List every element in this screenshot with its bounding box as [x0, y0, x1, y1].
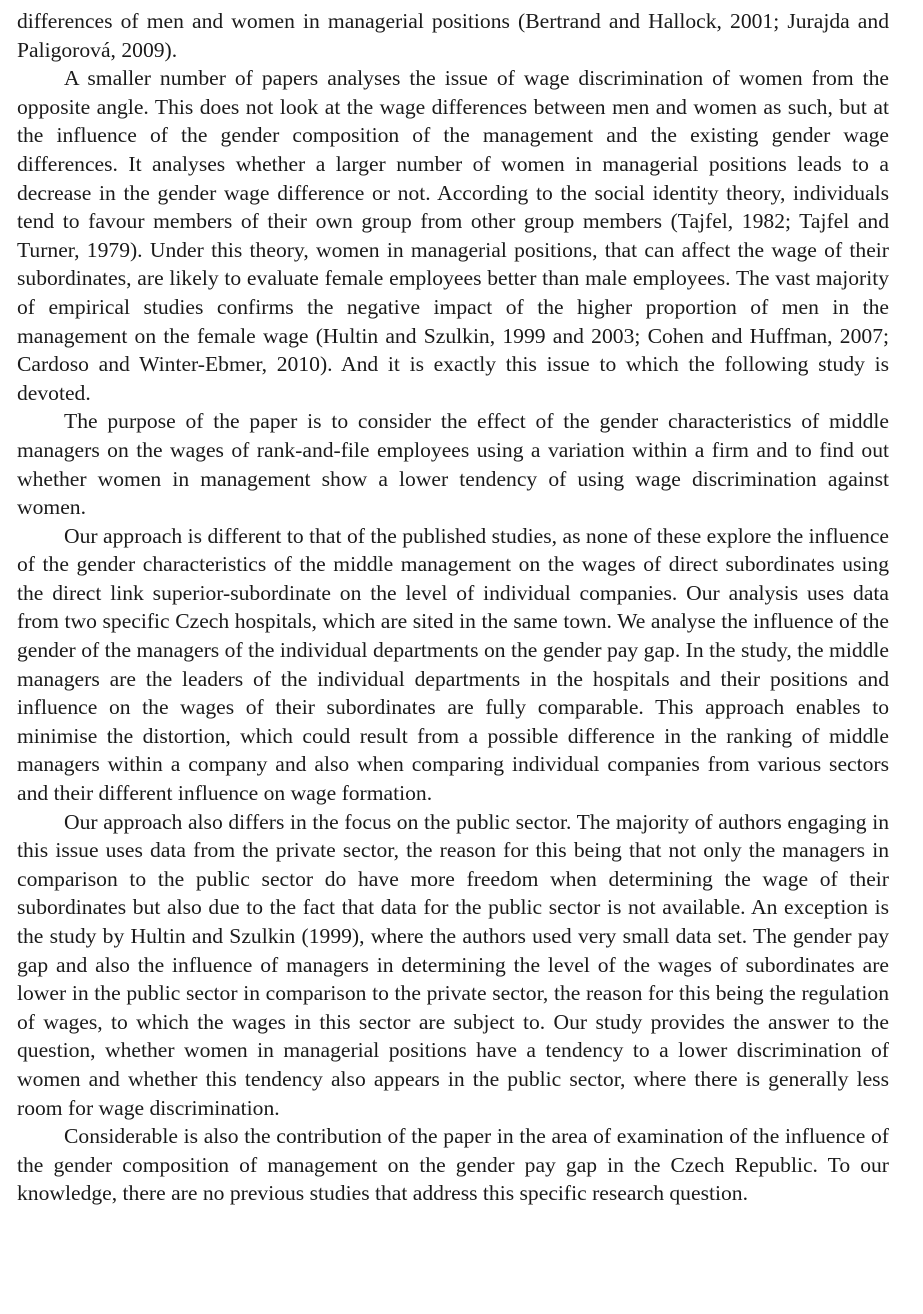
paragraph-contribution: Considerable is also the contribution of the paper in the area of examination of the influence of the gender composition of management on the gender pay gap in the Czech Republic. To our knowledge, there are no previous studies that address this specific research question.: [17, 1124, 889, 1206]
paragraph-wage-discrimination: A smaller number of papers analyses the issue of wage discrimination of women from the opposite angle. This does not look at the wage differences between men and women as such, but at the influence of the gender composition of the management and the existing gender wage differences. It analyses whether a larger number of women in managerial positions leads to a decrease in the gender wage difference or not. According to the social identity theory, individuals tend to favour members of their own group from other group members (Tajfel, 1982; Tajfel and Turner, 1979). Under this theory, women in managerial positions, that can affect the wage of their subordinates, are likely to evaluate female employees better than male employees. The vast majority of empirical studies confirms the negative impact of the higher proportion of men in the management on the female wage (Hultin and Szulkin, 1999 and 2003; Cohen and Huffman, 2007; Cardoso and Winter-Ebmer, 2010). And it is exactly this issue to which the following study is devoted.: [17, 66, 889, 405]
paragraph-public-sector: Our approach also differs in the focus on the public sector. The majority of authors engaging in this issue uses data from the private sector, the reason for this being that not only the managers in comparison to the public sector do have more freedom when determining the wage of their subordinates but also due to the fact that data for the public sector is not available. An exception is the study by Hultin and Szulkin (1999), where the authors used very small data set. The gender pay gap and also the influence of managers in determining the level of the wages of subordinates are lower in the public sector in comparison to the private sector, the reason for this being the regulation of wages, to which the wages in this sector are subject to. Our study provides the answer to the question, whether women in managerial positions have a tendency to a lower discrimination of women and whether this tendency also appears in the public sector, where there is generally less room for wage discrimination.: [17, 809, 889, 1120]
paragraph-continuation: differences of men and women in managerial positions (Bertrand and Hallock, 2001; Jurajda and Paligorová, 2009).: [17, 9, 889, 62]
paragraph-purpose: The purpose of the paper is to consider the effect of the gender characteristics of middle managers on the wages of rank-and-file employees using a variation within a firm and to find out whether women in management show a lower tendency of using wage discrimination against women.: [17, 409, 889, 520]
paragraph-approach: Our approach is different to that of the published studies, as none of these explore the influence of the gender characteristics of the middle management on the wages of direct subordinates using the direct link superior-subordinate on the level of individual companies. Our analysis uses data from two specific Czech hospitals, which are sited in the same town. We analyse the influence of the gender of the managers of the individual departments on the gender pay gap. In the study, the middle managers are the leaders of the individual departments in the hospitals and their positions and influence on the wages of their subordinates are fully comparable. This approach enables to minimise the distortion, which could result from a possible difference in the ranking of middle managers within a company and also when comparing individual companies from various sectors and their different influence on wage formation.: [17, 523, 889, 806]
